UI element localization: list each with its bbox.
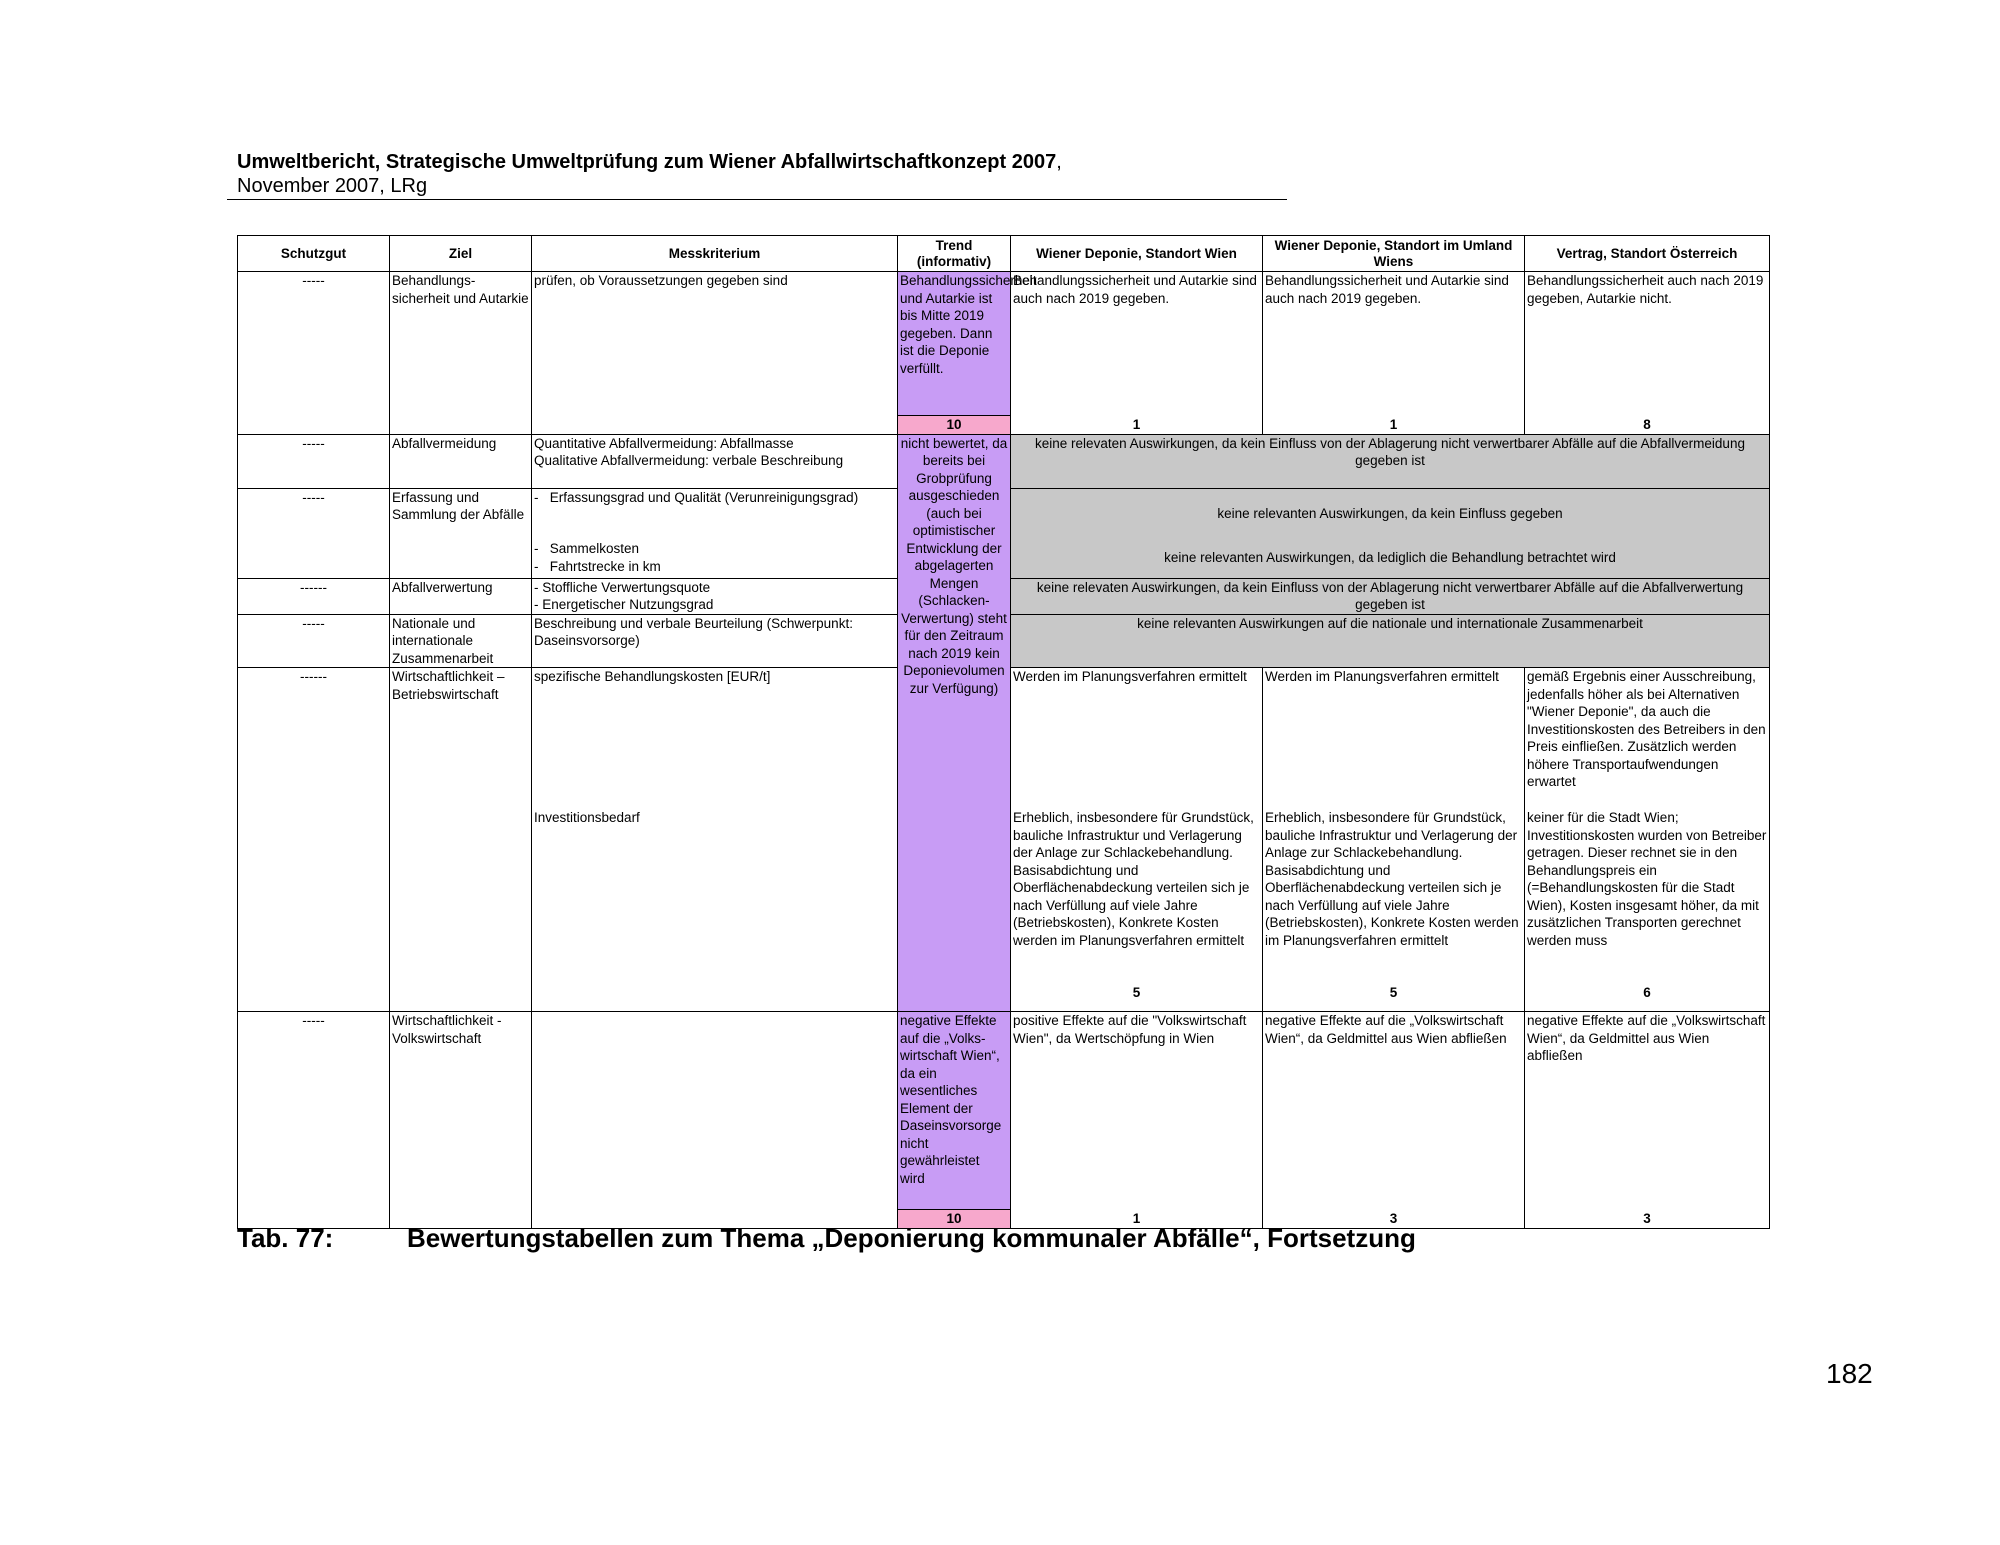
- row7-trend-score: 10: [898, 1210, 1011, 1229]
- row3-merged-line1: keine relevanten Auswirkungen, da kein Einfluss gegeben: [1217, 505, 1563, 521]
- row3-mess-line3: - Fahrtstrecke in km: [534, 558, 661, 574]
- document-subtitle: November 2007, LRg: [237, 175, 428, 197]
- header-messkriterium: Messkriterium: [532, 236, 898, 272]
- table-row: [238, 434, 1770, 488]
- row1-ziel: Behandlungs-sicherheit und Autarkie: [390, 272, 532, 435]
- row6-mess-line2: Investitionsbedarf: [534, 809, 640, 825]
- row5-schutzgut: -----: [238, 614, 390, 668]
- row2-schutzgut: -----: [238, 434, 390, 488]
- row2-mess-line2: Qualitative Abfallvermeidung: verbale Beschreibung: [534, 453, 844, 468]
- row1-col-c: Behandlungssicherheit auch nach 2019 gegeben, Autarkie nicht.: [1525, 272, 1770, 416]
- row7-col-a: positive Effekte auf die "Volkswirtschaft Wien", da Wertschöpfung in Wien: [1011, 1012, 1263, 1210]
- row1-col-b: Behandlungssicherheit und Autarkie sind auch nach 2019 gegeben.: [1263, 272, 1525, 416]
- row2-mess-line1: Quantitative Abfallvermeidung: Abfallmasse: [534, 435, 794, 451]
- row2-merged: keine relevaten Auswirkungen, da kein Einfluss von der Ablagerung nicht verwertbarer Abfälle auf die Abfallvermeidung gegeben ist: [1011, 434, 1770, 488]
- table-caption: [237, 1222, 1416, 1254]
- document-title-tail: ,: [1056, 151, 1062, 173]
- document-title-bold: Umweltbericht, Strategische Umweltprüfung zum Wiener Abfallwirtschaftkonzept 2007: [237, 151, 1057, 173]
- row3-mess-line2: - Sammelkosten: [534, 541, 640, 556]
- header-col-b: Wiener Deponie, Standort im Umland Wiens: [1263, 236, 1525, 272]
- row1-trend-score: 10: [898, 416, 1011, 435]
- header-schutzgut: Schutzgut: [238, 236, 390, 272]
- row4-mess-line1: - Stoffliche Verwertungsquote: [534, 579, 711, 595]
- row4-merged: keine relevaten Auswirkungen, da kein Einfluss von der Ablagerung nicht verwertbarer Abfälle auf die Abfallverwertung gegeben ist: [1011, 578, 1770, 614]
- row1-score-b: 1: [1263, 416, 1525, 435]
- document-title: [237, 150, 1287, 174]
- table-row: [238, 1012, 1770, 1210]
- row4-mess: [532, 578, 898, 614]
- row4-mess-line2: - Energetischer Nutzungsgrad: [534, 597, 714, 612]
- row6-b1: Werden im Planungsverfahren ermittelt: [1265, 669, 1499, 684]
- row3-mess: [532, 488, 898, 578]
- row7-score-c: 3: [1525, 1210, 1770, 1229]
- row6-a1: Werden im Planungsverfahren ermittelt: [1013, 669, 1247, 684]
- row6-mess: [532, 668, 898, 1012]
- page-number: 182: [1826, 1358, 1873, 1389]
- row6-ziel: Wirtschaftlichkeit – Betriebswirtschaft: [390, 668, 532, 1012]
- caption-label: Tab. 77:: [237, 1223, 334, 1253]
- row6-mess-line1: spezifische Behandlungskosten [EUR/t]: [534, 669, 771, 684]
- row2-ziel: Abfallvermeidung: [390, 434, 532, 488]
- row3-mess-text3: Fahrtstrecke in km: [549, 558, 661, 574]
- row1-score-c: 8: [1525, 416, 1770, 435]
- row3-ziel: Erfassung und Sammlung der Abfälle: [390, 488, 532, 578]
- row5-mess: Beschreibung und verbale Beurteilung (Schwerpunkt: Daseinsvorsorge): [532, 614, 898, 668]
- row7-col-b: negative Effekte auf die „Volkswirtschaft Wien“, da Geldmittel aus Wien abfließen: [1263, 1012, 1525, 1210]
- row1-score-a: 1: [1011, 416, 1263, 435]
- row3-mess-text2: Sammelkosten: [549, 541, 640, 556]
- trend-block: nicht bewertet, da bereits bei Grobprüfung ausgeschieden (auch bei optimistischer Entwicklung der abgelagerten Mengen (Schlacken-Verwertung) steht für den Zeitraum nach 2019 kein Deponievolumen zur Verfügung): [898, 434, 1011, 1012]
- row1-mess: prüfen, ob Voraussetzungen gegeben sind: [532, 272, 898, 435]
- row6-a2: Erheblich, insbesondere für Grundstück, bauliche Infrastruktur und Verlagerung der Anlage zur Schlackebehandlung. Basisabdichtung und Oberflächenabdeckung verteilen sich je nach Verfüllung auf viele Jahre (Betriebskosten), Konkrete Kosten werden im Planungsverfahren ermittelt: [1013, 810, 1254, 948]
- row6-b2: Erheblich, insbesondere für Grundstück, bauliche Infrastruktur und Verlagerung der Anlage zur Schlackebehandlung. Basisabdichtung und Oberflächenabdeckung verteilen sich je nach Verfüllung auf viele Jahre (Betriebskosten), Konkrete Kosten werden im Planungsverfahren ermittelt: [1265, 810, 1519, 948]
- row7-score-b: 3: [1263, 1210, 1525, 1229]
- row7-col-c: negative Effekte auf die „Volkswirtschaft Wien“, da Geldmittel aus Wien abfließen: [1525, 1012, 1770, 1210]
- row7-trend: negative Effekte auf die „Volks-wirtschaft Wien“, da ein wesentliches Element der Daseinsvorsorge nicht gewährleistet wird: [898, 1012, 1011, 1210]
- row6-col-c: [1525, 668, 1770, 1012]
- table-header-row: [238, 236, 1770, 272]
- row3-mess-text1: Erfassungsgrad und Qualität (Verunreinigungsgrad): [549, 489, 859, 505]
- row6-col-a: [1011, 668, 1263, 1012]
- header-trend: Trend (informativ): [898, 236, 1011, 272]
- row6-score-a: 5: [1132, 985, 1141, 1000]
- row6-score-b: 5: [1389, 985, 1398, 1000]
- row6-c2: keiner für die Stadt Wien; Investitionskosten wurden von Betreiber getragen. Dieser rechnet sie in den Behandlungspreis ein (=Behandlungskosten für die Stadt Wien), Kosten insgesamt höher, da mit zusätzlichen Transporten gerechnet werden muss: [1527, 810, 1767, 948]
- header-col-a: Wiener Deponie, Standort Wien: [1011, 236, 1263, 272]
- row7-mess: [532, 1012, 898, 1229]
- row1-trend: Behandlungssicherheit und Autarkie ist bis Mitte 2019 gegeben. Dann ist die Deponie verfüllt.: [898, 272, 1011, 416]
- document-header: [237, 150, 1287, 198]
- row7-ziel: Wirtschaftlichkeit - Volkswirtschaft: [390, 1012, 532, 1229]
- row7-score-a: 1: [1011, 1210, 1263, 1229]
- row4-schutzgut: ------: [238, 578, 390, 614]
- row4-ziel: Abfallverwertung: [390, 578, 532, 614]
- caption-text: Bewertungstabellen zum Thema „Deponierung kommunaler Abfälle“, Fortsetzung: [407, 1223, 1416, 1253]
- row7-schutzgut: -----: [238, 1012, 390, 1229]
- row1-col-a: Behandlungssicherheit und Autarkie sind auch nach 2019 gegeben.: [1011, 272, 1263, 416]
- row6-col-b: [1263, 668, 1525, 1012]
- evaluation-table: [237, 235, 1770, 1229]
- row4-mess-text1: Stoffliche Verwertungsquote: [542, 579, 711, 595]
- row4-mess-text2: Energetischer Nutzungsgrad: [542, 597, 714, 612]
- row5-ziel: Nationale und internationale Zusammenarbeit: [390, 614, 532, 668]
- header-divider: [227, 199, 1287, 200]
- row5-merged: keine relevanten Auswirkungen auf die nationale und internationale Zusammenarbeit: [1011, 614, 1770, 668]
- row6-schutzgut: ------: [238, 668, 390, 1012]
- header-col-c: Vertrag, Standort Österreich: [1525, 236, 1770, 272]
- row3-mess-line1: - Erfassungsgrad und Qualität (Verunreinigungsgrad): [534, 489, 859, 505]
- row6-score-c: 6: [1643, 985, 1651, 1000]
- header-ziel: Ziel: [390, 236, 532, 272]
- row6-c1: gemäß Ergebnis einer Ausschreibung, jedenfalls höher als bei Alternativen "Wiener Deponie", da auch die Investitionskosten des Betreibers in den Preis einfließen. Zusätzlich werden höhere Transportaufwendungen erwartet: [1527, 669, 1766, 789]
- row1-schutzgut: -----: [238, 272, 390, 435]
- table-row: [238, 272, 1770, 416]
- row3-merged-line2: keine relevanten Auswirkungen, da lediglich die Behandlung betrachtet wird: [1164, 550, 1616, 565]
- row3-schutzgut: -----: [238, 488, 390, 578]
- row3-merged: [1011, 488, 1770, 578]
- row2-mess: [532, 434, 898, 488]
